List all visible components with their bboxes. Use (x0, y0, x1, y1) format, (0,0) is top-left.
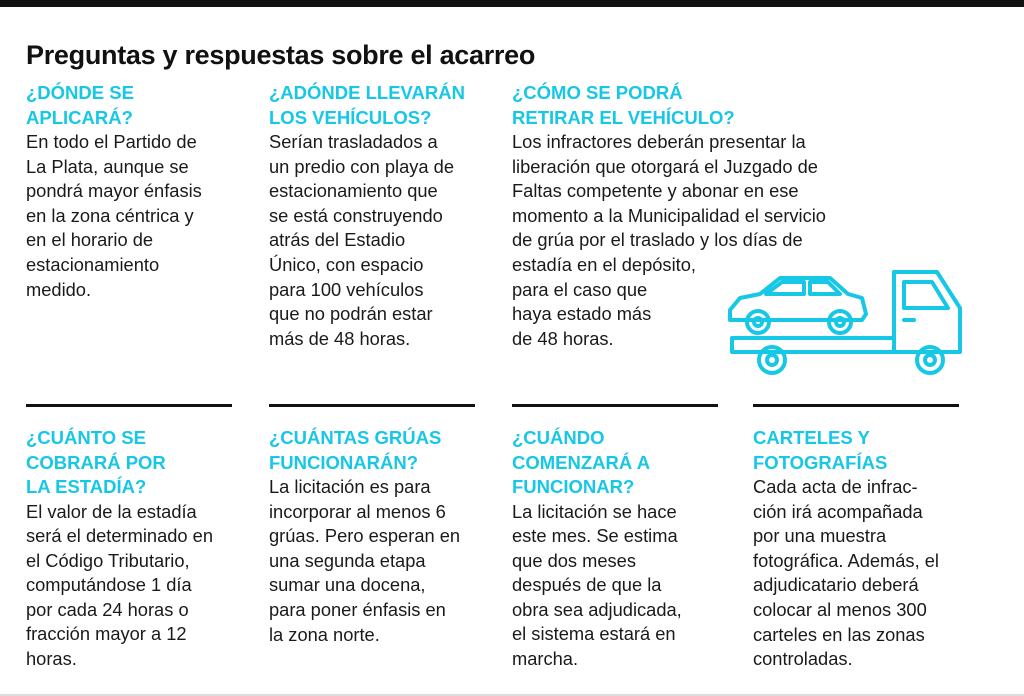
answer-destination: Serían trasladados a un predio con playa de estacionamiento que se está construyendo atrás del Estadio Único, con espacio para 100 vehículos que no podrán estar más de 48 horas. (269, 131, 454, 349)
answer-tow-trucks: La licitación es para incorporar al menos 6 grúas. Pero esperan en una segunda etapa sumar una docena, para poner énfasis en la zona norte. (269, 476, 461, 645)
section-where (26, 81, 202, 302)
section-destination (269, 81, 465, 351)
tow-truck-icon (722, 268, 968, 382)
section-start (512, 426, 682, 672)
top-border (0, 0, 1024, 7)
answer-where: En todo el Partido de La Plata, aunque se pondrá mayor énfasis en la zona céntrica y en el horario de estacionamiento medido. (26, 131, 202, 300)
answer-signs-photos: Cada acta de infrac- ción irá acompañada por una muestra fotográfica. Además, el adjudicatario deberá colocar al menos 300 carteles en las zonas controladas. (753, 476, 939, 670)
page-title: Preguntas y respuestas sobre el acarreo (26, 40, 536, 71)
answer-cost: El valor de la estadía será el determinado en el Código Tributario, computándose 1 día por cada 24 horas o fracción mayor a 12 horas. (26, 500, 213, 670)
section-tow-trucks (269, 426, 460, 647)
divider (512, 404, 718, 407)
section-signs-photos (753, 426, 939, 672)
question-where: ¿DÓNDE SE APLICARÁ? (26, 82, 134, 128)
question-start: ¿CUÁNDO COMENZARÁ A FUNCIONAR? (512, 427, 651, 497)
section-cost (26, 426, 213, 672)
answer-start: La licitación se hace este mes. Se estima que dos meses después de que la obra sea adjudicada, el sistema estará en marcha. (512, 500, 682, 670)
answer-retrieve: Los infractores deberán presentar la liberación que otorgará el Juzgado de Faltas competente y abonar en ese momento a la Municipalidad el servicio de grúa por el traslado y los días de estadía en el depósito, para el caso que haya estado más de 48 horas. (512, 131, 826, 349)
question-cost: ¿CUÁNTO SE COBRARÁ POR LA ESTADÍA? (26, 427, 166, 497)
question-destination: ¿ADÓNDE LLEVARÁN LOS VEHÍCULOS? (269, 82, 465, 128)
divider (753, 404, 959, 407)
divider (269, 404, 475, 407)
question-tow-trucks: ¿CUÁNTAS GRÚAS FUNCIONARÁN? (269, 427, 442, 473)
question-signs-photos: CARTELES Y FOTOGRAFÍAS (753, 427, 888, 473)
question-retrieve: ¿CÓMO SE PODRÁ RETIRAR EL VEHÍCULO? (512, 82, 735, 128)
divider (26, 404, 232, 407)
